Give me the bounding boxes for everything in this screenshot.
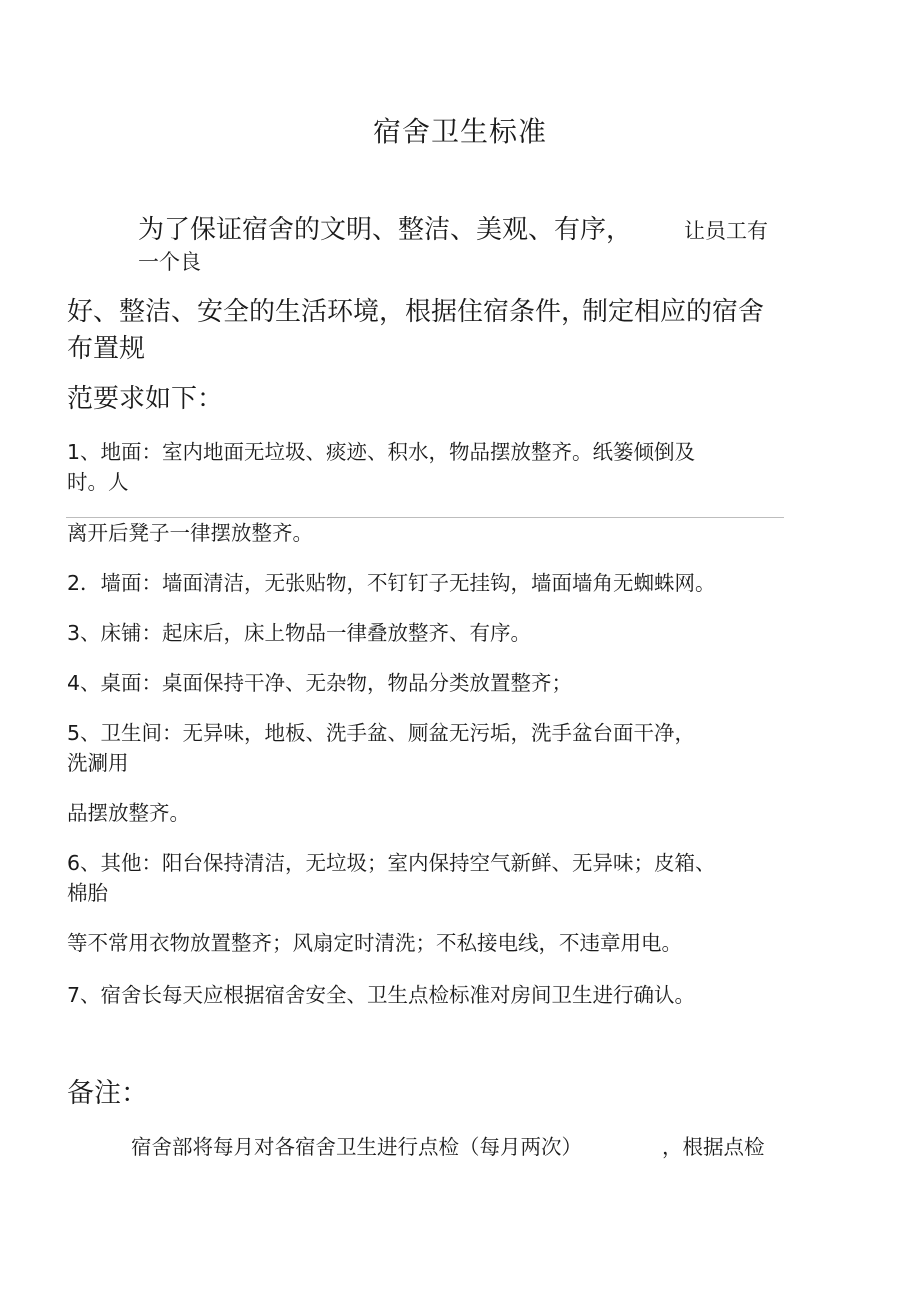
rule-item-5-line-2: 洗涮用 [67,751,129,775]
note-body-b: ，根据点检 [662,1135,765,1159]
rule-item-3: 3、床铺：起床后，床上物品一律叠放整齐、有序。 [67,621,532,645]
intro-line-1-tail: 让员工有 [684,219,768,243]
rule-item-5-line-1: 5、卫生间：无异味，地板、洗手盆、厕盆无污垢，洗手盆台面干净， [67,721,696,745]
rule-item-5-line-3: 品摆放整齐。 [67,801,190,825]
horizontal-divider [66,517,784,518]
rule-item-2: 2．墙面：墙面清洁，无张贴物，不钉钉子无挂钩，墙面墙角无蜘蛛网。 [67,571,716,595]
document-title: 宿舍卫生标准 [372,115,547,148]
intro-line-2: 一个良 [138,250,201,274]
note-heading: 备注： [67,1078,148,1109]
intro-line-3a: 好、整洁、安全的生活环境，根据住宿条件， [67,297,588,327]
rule-item-7: 7、宿舍长每天应根据宿舍安全、卫生点检标准对房间卫生进行确认。 [67,983,696,1007]
intro-line-3b: 制定相应的宿舍 [582,297,765,327]
intro-line-4: 布置规 [67,334,146,364]
rule-item-6-line-2: 棉胎 [67,881,108,905]
rule-item-4: 4、桌面：桌面保持干净、无杂物，物品分类放置整齐； [67,671,573,695]
intro-line-1-main: 为了保证宿舍的文明、整洁、美观、有序， [138,215,633,245]
rule-item-1-line-3: 离开后凳子一律摆放整齐。 [67,521,313,545]
rule-item-6-line-1: 6、其他：阳台保持清洁，无垃圾；室内保持空气新鲜、无异味；皮箱、 [67,851,716,875]
rule-item-1-line-1: 1、地面：室内地面无垃圾、痰迹、积水，物品摆放整齐。纸篓倾倒及 [67,440,696,464]
rule-item-6-line-3: 等不常用衣物放置整齐；风扇定时清洗；不私接电线，不违章用电。 [67,931,682,955]
intro-line-1 [138,217,632,243]
rule-item-1-line-2: 时。人 [67,470,129,494]
note-body-a: 宿舍部将每月对各宿舍卫生进行点检（每月两次） [131,1135,582,1159]
intro-line-5: 范要求如下： [67,384,224,414]
